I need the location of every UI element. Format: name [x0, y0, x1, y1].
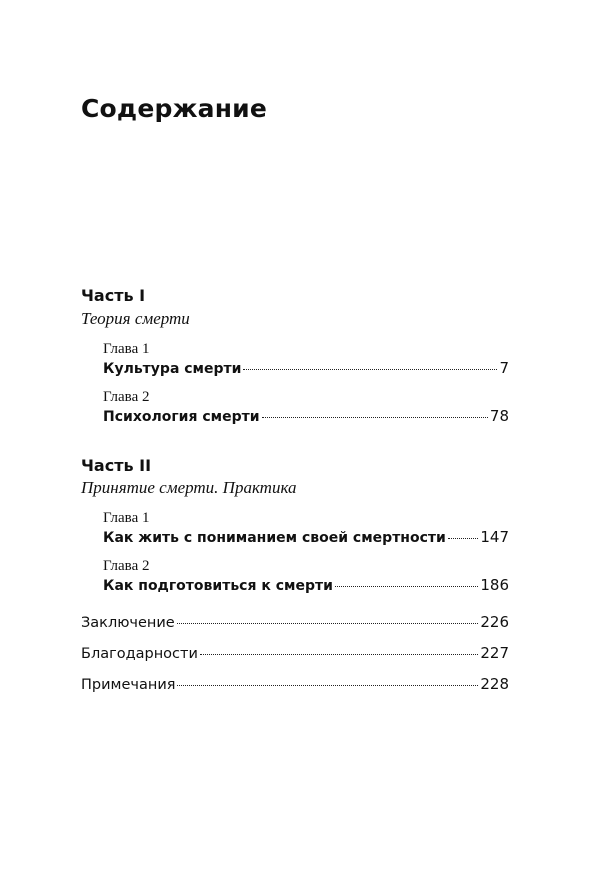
toc-entry-page: 227	[480, 644, 509, 662]
part-2-subtitle: Принятие смерти. Практика	[81, 478, 297, 497]
toc-entry-page: 7	[499, 359, 509, 377]
toc-entry-conclusion[interactable]	[81, 613, 509, 631]
toc-entry-notes[interactable]	[81, 675, 509, 693]
dot-leader	[262, 417, 488, 418]
toc-entry-title: Как жить с пониманием своей смертности	[103, 530, 446, 546]
toc-entry-psychology-of-death[interactable]	[103, 407, 509, 425]
toc-entry-title: Культура смерти	[103, 361, 242, 377]
part-1-subtitle: Теория смерти	[81, 309, 190, 328]
dot-leader	[177, 685, 478, 686]
page-title: Содержание	[81, 94, 268, 123]
dot-leader	[335, 586, 478, 587]
part-1-chapter-2-label: Глава 2	[103, 389, 150, 405]
dot-leader	[243, 369, 497, 370]
toc-entry-preparing-for-death[interactable]	[103, 576, 509, 594]
toc-entry-title: Благодарности	[81, 646, 198, 662]
toc-entry-acknowledgements[interactable]	[81, 644, 509, 662]
toc-entry-title: Психология смерти	[103, 409, 260, 425]
part-2-chapter-1-label: Глава 1	[103, 510, 150, 526]
dot-leader	[200, 654, 478, 655]
toc-entry-title: Заключение	[81, 615, 175, 631]
part-1-heading: Часть I	[81, 286, 146, 305]
toc-entry-page: 186	[480, 576, 509, 594]
dot-leader	[177, 623, 479, 624]
toc-entry-living-with-mortality[interactable]	[103, 528, 509, 546]
part-1-chapter-1-label: Глава 1	[103, 341, 150, 357]
part-2-chapter-2-label: Глава 2	[103, 558, 150, 574]
toc-entry-title: Примечания	[81, 677, 176, 693]
toc-entry-page: 147	[480, 528, 509, 546]
toc-entry-page: 226	[480, 613, 509, 631]
toc-entry-page: 228	[480, 675, 509, 693]
part-2-heading: Часть II	[81, 456, 152, 475]
toc-entry-title: Как подготовиться к смерти	[103, 578, 333, 594]
toc-entry-page: 78	[489, 407, 509, 425]
dot-leader	[448, 538, 479, 539]
toc-entry-culture-of-death[interactable]	[103, 359, 509, 377]
